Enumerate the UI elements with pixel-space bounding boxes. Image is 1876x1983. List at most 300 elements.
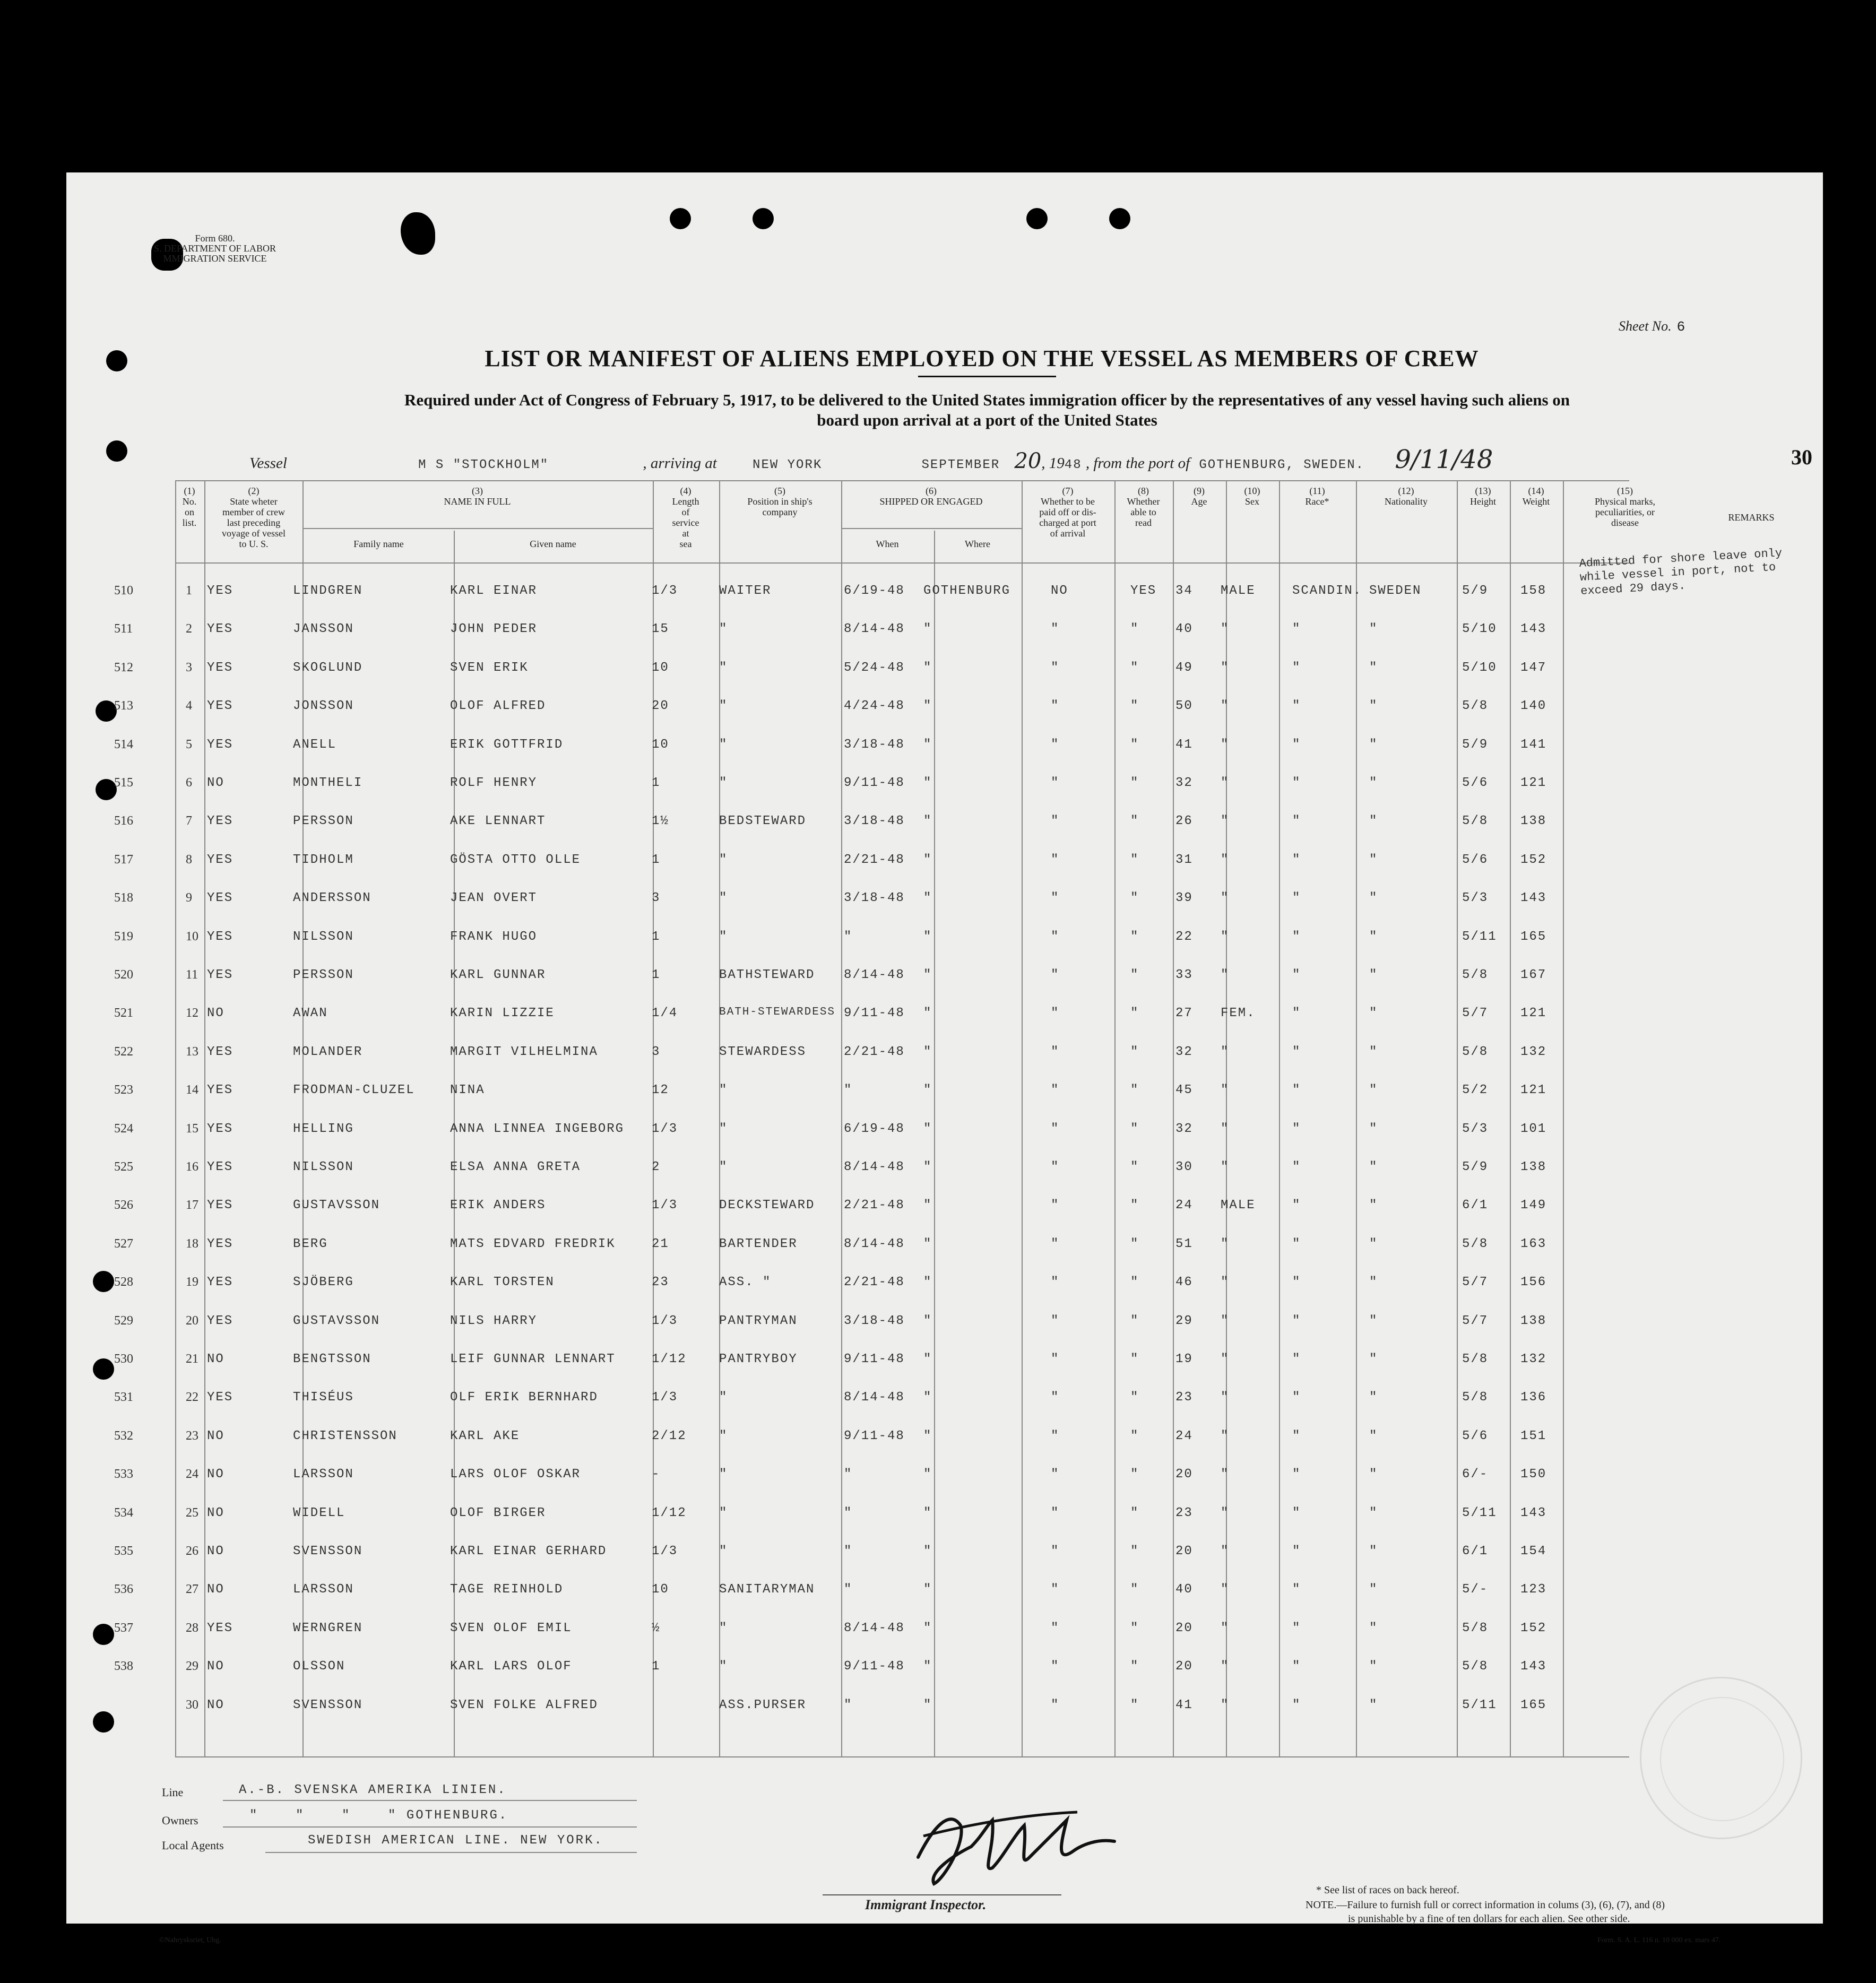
length-of-service-cell: 10	[652, 737, 669, 752]
list-number-cell: 538	[114, 1659, 133, 1674]
shipped-when-cell: 4/24-48	[844, 699, 905, 714]
list-number-cell: 535	[114, 1544, 133, 1558]
race-cell: "	[1292, 1160, 1301, 1174]
previous-voyage-cell: NO	[207, 1698, 224, 1712]
shipped-where-cell: "	[923, 1544, 932, 1558]
weight-cell: 140	[1520, 699, 1547, 714]
race-cell: "	[1292, 852, 1301, 867]
position-cell: SANITARYMAN	[719, 1582, 815, 1597]
table-bottom-rule	[175, 1756, 1629, 1757]
paid-off-cell: "	[1051, 622, 1060, 637]
age-cell: 50	[1175, 699, 1193, 714]
height-cell: 5/-	[1462, 1582, 1489, 1597]
remarks-text: Admitted for shore leave only while vessel in port, not to exceed 29 days.	[1579, 546, 1783, 598]
row-number-cell: 15	[186, 1121, 198, 1136]
previous-voyage-cell: NO	[207, 1352, 224, 1366]
row-number-cell: 23	[186, 1428, 198, 1443]
shipped-when-cell: 9/11-48	[844, 776, 905, 790]
position-cell: ASS.PURSER	[719, 1698, 807, 1712]
given-name-cell: ERIK ANDERS	[450, 1198, 546, 1213]
sex-cell: FEM.	[1221, 1006, 1256, 1021]
column-divider	[934, 531, 935, 1756]
age-cell: 40	[1175, 1582, 1193, 1597]
paid-off-cell: "	[1051, 1621, 1060, 1635]
shipped-when-cell: 2/21-48	[844, 1044, 905, 1059]
height-cell: 5/8	[1462, 814, 1489, 829]
position-cell: "	[719, 1505, 728, 1520]
paid-off-cell: "	[1051, 891, 1060, 906]
sex-cell: "	[1221, 1390, 1230, 1405]
family-name-cell: THISÉUS	[293, 1390, 354, 1405]
note-penalty-1: NOTE.—Failure to furnish full or correct information in colums (3), (6), (7), and (8)	[1306, 1899, 1665, 1911]
weight-cell: 141	[1520, 737, 1547, 752]
form-code: Form. S. A. L. 116 n. 10 000 ex. mars 47.	[1597, 1936, 1721, 1944]
given-name-cell: OLOF ALFRED	[450, 699, 546, 714]
inspector-rule	[823, 1894, 1061, 1895]
previous-voyage-cell: YES	[207, 1275, 234, 1290]
sheet-label: Sheet No.	[1619, 318, 1672, 334]
length-of-service-cell: 1	[652, 1659, 661, 1674]
age-cell: 32	[1175, 1044, 1193, 1059]
paid-off-cell: "	[1051, 1467, 1060, 1482]
nationality-cell: "	[1369, 660, 1378, 675]
column-divider	[1022, 480, 1023, 1756]
nationality-cell: "	[1369, 1352, 1378, 1366]
document-subtitle	[244, 390, 1730, 430]
vessel-line	[249, 445, 1493, 474]
race-cell: "	[1292, 1428, 1301, 1443]
document-title: LIST OR MANIFEST OF ALIENS EMPLOYED ON THE VESSEL AS MEMBERS OF CREW	[485, 345, 1479, 371]
punch-hole	[93, 1271, 114, 1292]
race-cell: "	[1292, 1236, 1301, 1251]
able-to-read-cell: "	[1130, 1006, 1139, 1021]
given-name-cell: KARIN LIZZIE	[450, 1006, 555, 1021]
from-port-label: , from the port of	[1085, 455, 1190, 472]
family-name-cell: JANSSON	[293, 622, 354, 637]
shipped-where-cell: "	[923, 622, 932, 637]
shipped-when-cell: 2/21-48	[844, 1275, 905, 1290]
position-cell: "	[719, 1428, 728, 1443]
given-name-cell: ERIK GOTTFRID	[450, 737, 564, 752]
list-number-cell: 530	[114, 1352, 133, 1366]
length-of-service-cell: 1/4	[652, 1006, 678, 1021]
able-to-read-cell: "	[1130, 737, 1139, 752]
nationality-cell: "	[1369, 1467, 1378, 1482]
length-of-service-cell: 1/3	[652, 584, 678, 598]
length-of-service-cell: 2	[652, 1160, 661, 1174]
family-name-cell: GUSTAVSSON	[293, 1313, 381, 1328]
previous-voyage-cell: YES	[207, 737, 234, 752]
sex-cell: "	[1221, 660, 1230, 675]
shipped-where-cell: "	[923, 699, 932, 714]
paid-off-cell: "	[1051, 1198, 1060, 1213]
header-name-in-full: (3) NAME IN FULL	[444, 486, 511, 507]
list-number-cell: 513	[114, 699, 133, 713]
vessel-label: Vessel	[249, 455, 287, 472]
age-cell: 24	[1175, 1428, 1193, 1443]
previous-voyage-cell: YES	[207, 891, 234, 906]
row-number-cell: 29	[186, 1659, 198, 1674]
shipped-when-cell: 9/11-48	[844, 1352, 905, 1366]
sex-cell: "	[1221, 1236, 1230, 1251]
previous-voyage-cell: NO	[207, 1582, 224, 1597]
list-number-cell: 522	[114, 1044, 133, 1059]
sex-cell: "	[1221, 1121, 1230, 1136]
position-cell: "	[719, 660, 728, 675]
previous-voyage-cell: YES	[207, 699, 234, 714]
length-of-service-cell: 1/3	[652, 1121, 678, 1136]
height-cell: 5/8	[1462, 968, 1489, 982]
sex-cell: "	[1221, 1467, 1230, 1482]
row-number-cell: 24	[186, 1467, 198, 1482]
paid-off-cell: "	[1051, 776, 1060, 790]
line-value: A.-B. SVENSKA AMERIKA LINIEN.	[239, 1783, 507, 1797]
weight-cell: 152	[1520, 1621, 1547, 1635]
given-name-cell: KARL LARS OLOF	[450, 1659, 572, 1674]
paid-off-cell: "	[1051, 1505, 1060, 1520]
row-number-cell: 1	[186, 584, 192, 598]
row-number-cell: 4	[186, 699, 192, 713]
header-length-of-service: (4) Length of service at sea	[672, 486, 699, 549]
length-of-service-cell: -	[652, 1467, 661, 1482]
previous-voyage-cell: YES	[207, 1621, 234, 1635]
list-number-cell: 528	[114, 1275, 133, 1289]
list-number-cell: 516	[114, 814, 133, 828]
length-of-service-cell: 1/3	[652, 1198, 678, 1213]
given-name-cell: SVEN OLOF EMIL	[450, 1621, 572, 1635]
length-of-service-cell: 20	[652, 699, 669, 714]
paid-off-cell: "	[1051, 1428, 1060, 1443]
shipped-when-cell: 9/11-48	[844, 1006, 905, 1021]
paid-off-cell: "	[1051, 968, 1060, 982]
family-name-cell: SVENSSON	[293, 1698, 363, 1712]
shipped-where-cell: "	[923, 1006, 932, 1021]
height-cell: 5/7	[1462, 1006, 1489, 1021]
header-where: Where	[965, 539, 990, 549]
race-cell: "	[1292, 814, 1301, 829]
shipped-when-cell: 3/18-48	[844, 1313, 905, 1328]
list-number-cell: 514	[114, 737, 133, 751]
list-number-cell: 525	[114, 1160, 133, 1174]
punch-hole	[93, 1358, 114, 1380]
height-cell: 5/7	[1462, 1313, 1489, 1328]
row-number-cell: 26	[186, 1544, 198, 1558]
shipped-when-cell: "	[844, 1544, 853, 1558]
age-cell: 46	[1175, 1275, 1193, 1290]
previous-voyage-cell: YES	[207, 968, 234, 982]
position-cell: "	[719, 1544, 728, 1558]
given-name-cell: MATS EDVARD FREDRIK	[450, 1236, 616, 1251]
family-name-cell: OLSSON	[293, 1659, 345, 1674]
nationality-cell: SWEDEN	[1369, 584, 1422, 598]
arrival-month: SEPTEMBER	[921, 458, 1000, 472]
list-number-cell: 521	[114, 1006, 133, 1020]
row-number-cell: 14	[186, 1083, 198, 1097]
weight-cell: 143	[1520, 891, 1547, 906]
subtitle-line-2: board upon arrival at a port of the United States	[817, 411, 1157, 429]
header-paid-off: (7) Whether to be paid off or dis- charged at port of arrival	[1039, 486, 1096, 539]
previous-voyage-cell: YES	[207, 1044, 234, 1059]
paid-off-cell: "	[1051, 699, 1060, 714]
punch-hole	[1026, 208, 1048, 229]
nationality-cell: "	[1369, 622, 1378, 637]
age-cell: 23	[1175, 1505, 1193, 1520]
list-number-cell: 537	[114, 1621, 133, 1635]
nationality-cell: "	[1369, 1275, 1378, 1290]
given-name-cell: SVEN FOLKE ALFRED	[450, 1698, 598, 1712]
family-name-cell: GUSTAVSSON	[293, 1198, 381, 1213]
owners-label: Owners	[162, 1814, 198, 1827]
height-cell: 5/10	[1462, 660, 1497, 675]
paid-off-cell: "	[1051, 1160, 1060, 1174]
previous-voyage-cell: YES	[207, 584, 234, 598]
given-name-cell: ROLF HENRY	[450, 776, 538, 790]
age-cell: 20	[1175, 1621, 1193, 1635]
shipped-where-cell: "	[923, 1275, 932, 1290]
sex-cell: MALE	[1221, 584, 1256, 598]
nationality-cell: "	[1369, 1505, 1378, 1520]
able-to-read-cell: "	[1130, 622, 1139, 637]
able-to-read-cell: "	[1130, 891, 1139, 906]
given-name-cell: KARL EINAR	[450, 584, 538, 598]
inspector-label: Immigrant Inspector.	[865, 1897, 987, 1912]
position-cell: PANTRYBOY	[719, 1352, 798, 1366]
nationality-cell: "	[1369, 1544, 1378, 1558]
previous-voyage-cell: NO	[207, 776, 224, 790]
able-to-read-cell: "	[1130, 660, 1139, 675]
header-nationality: (12) Nationality	[1385, 486, 1428, 507]
weight-cell: 147	[1520, 660, 1547, 675]
nationality-cell: "	[1369, 1621, 1378, 1635]
shipped-where-cell: "	[923, 1390, 932, 1405]
age-cell: 41	[1175, 737, 1193, 752]
position-cell: STEWARDESS	[719, 1044, 807, 1059]
shipped-where-cell: "	[923, 1044, 932, 1059]
given-name-cell: NILS HARRY	[450, 1313, 538, 1328]
nationality-cell: "	[1369, 814, 1378, 829]
height-cell: 5/9	[1462, 737, 1489, 752]
shipped-when-cell: 8/14-48	[844, 1160, 905, 1174]
length-of-service-cell: 10	[652, 1582, 669, 1597]
able-to-read-cell: "	[1130, 1390, 1139, 1405]
header-race: (11) Race*	[1305, 486, 1329, 507]
paid-off-cell: "	[1051, 1083, 1060, 1098]
sheet-value: 6	[1676, 319, 1685, 335]
weight-cell: 101	[1520, 1121, 1547, 1136]
able-to-read-cell: "	[1130, 1659, 1139, 1674]
shipped-where-cell: "	[923, 1467, 932, 1482]
weight-cell: 121	[1520, 1083, 1547, 1098]
weight-cell: 138	[1520, 1160, 1547, 1174]
previous-voyage-cell: YES	[207, 1390, 234, 1405]
position-cell: "	[719, 1659, 728, 1674]
age-cell: 49	[1175, 660, 1193, 675]
sex-cell: "	[1221, 1505, 1230, 1520]
sex-cell: MALE	[1221, 1198, 1256, 1213]
printer-mark: ©Nahrysksriet, Ubg.	[159, 1936, 221, 1944]
shipped-when-cell: "	[844, 1582, 853, 1597]
paid-off-cell: "	[1051, 852, 1060, 867]
weight-cell: 167	[1520, 968, 1547, 982]
age-cell: 40	[1175, 622, 1193, 637]
title-underline	[918, 376, 1056, 377]
previous-voyage-cell: NO	[207, 1428, 224, 1443]
nationality-cell: "	[1369, 1006, 1378, 1021]
shipped-where-cell: "	[923, 1582, 932, 1597]
departure-port: GOTHENBURG, SWEDEN.	[1199, 458, 1365, 472]
shipped-where-cell: "	[923, 1121, 932, 1136]
given-name-cell: MARGIT VILHELMINA	[450, 1044, 598, 1059]
race-cell: "	[1292, 891, 1301, 906]
height-cell: 5/9	[1462, 1160, 1489, 1174]
previous-voyage-cell: YES	[207, 1160, 234, 1174]
able-to-read-cell: "	[1130, 776, 1139, 790]
length-of-service-cell: 2/12	[652, 1428, 687, 1443]
given-name-cell: JOHN PEDER	[450, 622, 538, 637]
family-name-cell: LINDGREN	[293, 584, 363, 598]
shipped-where-cell: "	[923, 776, 932, 790]
race-cell: "	[1292, 1083, 1301, 1098]
handwritten-date: 9/11/48	[1395, 445, 1493, 474]
row-number-cell: 7	[186, 814, 192, 828]
shipped-where-cell: "	[923, 891, 932, 906]
race-cell: "	[1292, 1313, 1301, 1328]
shipped-when-cell: 2/21-48	[844, 1198, 905, 1213]
able-to-read-cell: "	[1130, 1044, 1139, 1059]
row-number-cell: 20	[186, 1313, 198, 1328]
height-cell: 5/8	[1462, 1236, 1489, 1251]
given-name-cell: KARL TORSTEN	[450, 1275, 555, 1290]
family-name-cell: CHRISTENSSON	[293, 1428, 397, 1443]
embossed-seal	[1640, 1677, 1802, 1839]
family-name-cell: TIDHOLM	[293, 852, 354, 867]
length-of-service-cell: 1	[652, 776, 661, 790]
header-height: (13) Height	[1470, 486, 1496, 507]
nationality-cell: "	[1369, 1160, 1378, 1174]
sex-cell: "	[1221, 1275, 1230, 1290]
age-cell: 32	[1175, 776, 1193, 790]
able-to-read-cell: "	[1130, 1544, 1139, 1558]
race-cell: SCANDIN.	[1292, 584, 1362, 598]
nationality-cell: "	[1369, 852, 1378, 867]
row-number-cell: 11	[186, 968, 198, 982]
previous-voyage-cell: YES	[207, 852, 234, 867]
age-cell: 32	[1175, 1121, 1193, 1136]
shipped-where-cell: "	[923, 1659, 932, 1674]
inspector-signature	[902, 1794, 1125, 1894]
row-number-cell: 9	[186, 891, 192, 905]
shipped-when-cell: 6/19-48	[844, 584, 905, 598]
given-name-cell: OLF ERIK BERNHARD	[450, 1390, 598, 1405]
race-cell: "	[1292, 1505, 1301, 1520]
age-cell: 20	[1175, 1659, 1193, 1674]
position-cell: "	[719, 1467, 728, 1482]
given-name-cell: ANNA LINNEA INGEBORG	[450, 1121, 625, 1136]
age-cell: 39	[1175, 891, 1193, 906]
position-cell: BARTENDER	[719, 1236, 798, 1251]
nationality-cell: "	[1369, 1198, 1378, 1213]
arrival-year: 48	[1064, 458, 1082, 472]
row-number-cell: 13	[186, 1044, 198, 1059]
able-to-read-cell: "	[1130, 852, 1139, 867]
race-cell: "	[1292, 660, 1301, 675]
able-to-read-cell: "	[1130, 699, 1139, 714]
race-cell: "	[1292, 737, 1301, 752]
family-name-cell: FRODMAN-CLUZEL	[293, 1083, 415, 1098]
row-number-cell: 8	[186, 852, 192, 867]
header-when: When	[876, 539, 899, 549]
position-cell: PANTRYMAN	[719, 1313, 798, 1328]
shipped-where-cell: "	[923, 1198, 932, 1213]
race-cell: "	[1292, 776, 1301, 790]
nationality-cell: "	[1369, 737, 1378, 752]
shipped-where-cell: "	[923, 814, 932, 829]
able-to-read-cell: "	[1130, 1121, 1139, 1136]
nationality-cell: "	[1369, 699, 1378, 714]
able-to-read-cell: "	[1130, 1621, 1139, 1635]
able-to-read-cell: "	[1130, 1505, 1139, 1520]
header-age: (9) Age	[1191, 486, 1207, 507]
age-cell: 20	[1175, 1544, 1193, 1558]
sex-cell: "	[1221, 776, 1230, 790]
sex-cell: "	[1221, 1352, 1230, 1366]
position-cell: WAITER	[719, 584, 772, 598]
year-prefix: , 19	[1041, 455, 1065, 472]
length-of-service-cell: 1	[652, 929, 661, 944]
previous-voyage-cell: YES	[207, 660, 234, 675]
nationality-cell: "	[1369, 776, 1378, 790]
race-cell: "	[1292, 1621, 1301, 1635]
list-number-cell: 526	[114, 1198, 133, 1213]
length-of-service-cell: 1	[652, 852, 661, 867]
list-number-cell: 517	[114, 852, 133, 867]
height-cell: 5/8	[1462, 1390, 1489, 1405]
family-name-cell: NILSSON	[293, 929, 354, 944]
row-number-cell: 19	[186, 1275, 198, 1289]
length-of-service-cell: 1/3	[652, 1390, 678, 1405]
weight-cell: 154	[1520, 1544, 1547, 1558]
shipped-where-cell: "	[923, 929, 932, 944]
header-remarks: REMARKS	[1728, 512, 1775, 523]
weight-cell: 136	[1520, 1390, 1547, 1405]
subheader-rule	[302, 528, 653, 529]
given-name-cell: FRANK HUGO	[450, 929, 538, 944]
list-number-cell: 529	[114, 1313, 133, 1328]
list-number-cell: 511	[114, 622, 133, 636]
row-number-cell: 30	[186, 1698, 198, 1712]
paid-off-cell: NO	[1051, 584, 1068, 598]
weight-cell: 132	[1520, 1352, 1547, 1366]
nationality-cell: "	[1369, 1236, 1378, 1251]
family-name-cell: MOLANDER	[293, 1044, 363, 1059]
given-name-cell: JEAN OVERT	[450, 891, 538, 906]
header-able-to-read: (8) Whether able to read	[1127, 486, 1160, 528]
nationality-cell: "	[1369, 1313, 1378, 1328]
list-number-cell: 518	[114, 891, 133, 905]
header-list-number: (1) No. on list.	[182, 486, 197, 528]
family-name-cell: ANELL	[293, 737, 337, 752]
family-name-cell: AWAN	[293, 1006, 328, 1021]
age-cell: 33	[1175, 968, 1193, 982]
service-label: MMIGRATION SERVICE	[163, 253, 267, 264]
sex-cell: "	[1221, 699, 1230, 714]
weight-cell: 138	[1520, 1313, 1547, 1328]
arrival-port: NEW YORK	[753, 458, 823, 472]
shipped-where-cell: "	[923, 852, 932, 867]
paid-off-cell: "	[1051, 1544, 1060, 1558]
age-cell: 29	[1175, 1313, 1193, 1328]
list-number-cell: 510	[114, 584, 133, 598]
